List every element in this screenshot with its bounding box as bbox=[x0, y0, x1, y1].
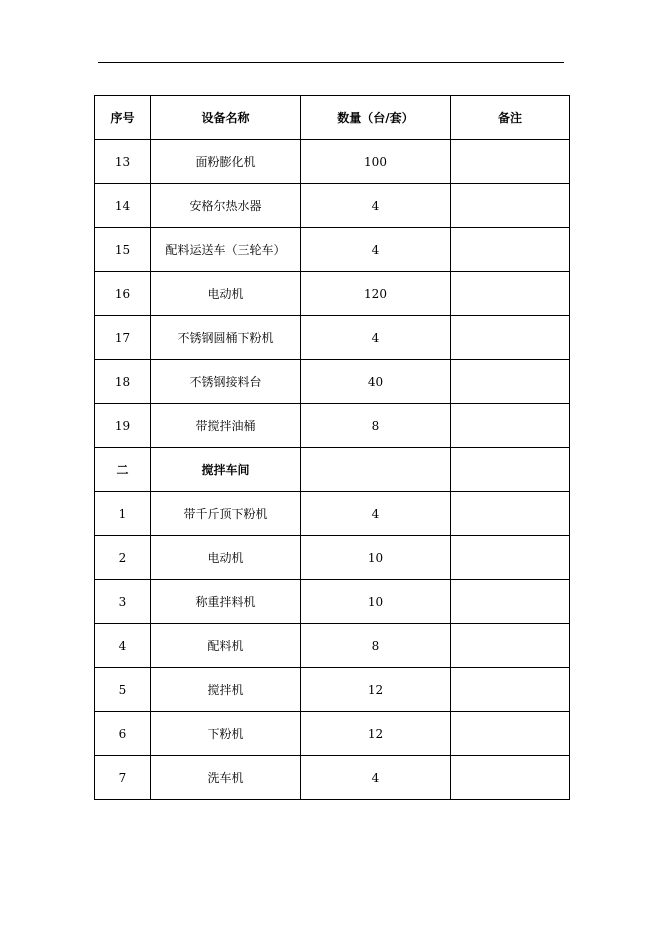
cell-name: 电动机 bbox=[151, 536, 301, 580]
cell-name: 搅拌车间 bbox=[151, 448, 301, 492]
table-row bbox=[95, 492, 570, 536]
cell-name: 下粉机 bbox=[151, 712, 301, 756]
cell-name: 配料运送车（三轮车） bbox=[151, 228, 301, 272]
cell-no: 14 bbox=[95, 184, 151, 228]
cell-qty: 100 bbox=[301, 140, 451, 184]
cell-note bbox=[451, 184, 570, 228]
header-note: 备注 bbox=[451, 96, 570, 140]
cell-no: 3 bbox=[95, 580, 151, 624]
cell-no: 7 bbox=[95, 756, 151, 800]
cell-name: 带搅拌油桶 bbox=[151, 404, 301, 448]
cell-name: 安格尔热水器 bbox=[151, 184, 301, 228]
cell-no: 二 bbox=[95, 448, 151, 492]
cell-name: 配料机 bbox=[151, 624, 301, 668]
cell-no: 2 bbox=[95, 536, 151, 580]
cell-name: 称重拌料机 bbox=[151, 580, 301, 624]
table-row bbox=[95, 448, 570, 492]
cell-qty: 4 bbox=[301, 184, 451, 228]
cell-qty: 40 bbox=[301, 360, 451, 404]
cell-note bbox=[451, 712, 570, 756]
table-row bbox=[95, 184, 570, 228]
cell-note bbox=[451, 624, 570, 668]
cell-no: 17 bbox=[95, 316, 151, 360]
table-row bbox=[95, 580, 570, 624]
cell-qty bbox=[301, 448, 451, 492]
cell-name: 不锈钢接料台 bbox=[151, 360, 301, 404]
cell-qty: 8 bbox=[301, 404, 451, 448]
cell-qty: 10 bbox=[301, 536, 451, 580]
cell-no: 6 bbox=[95, 712, 151, 756]
cell-no: 1 bbox=[95, 492, 151, 536]
table-row bbox=[95, 228, 570, 272]
table-row bbox=[95, 712, 570, 756]
cell-note bbox=[451, 448, 570, 492]
cell-name: 带千斤顶下粉机 bbox=[151, 492, 301, 536]
table-row bbox=[95, 316, 570, 360]
cell-no: 4 bbox=[95, 624, 151, 668]
cell-qty: 4 bbox=[301, 316, 451, 360]
cell-qty: 10 bbox=[301, 580, 451, 624]
cell-name: 不锈钢圆桶下粉机 bbox=[151, 316, 301, 360]
cell-note bbox=[451, 668, 570, 712]
header-qty: 数量（台/套） bbox=[301, 96, 451, 140]
header-name: 设备名称 bbox=[151, 96, 301, 140]
cell-qty: 8 bbox=[301, 624, 451, 668]
cell-note bbox=[451, 492, 570, 536]
cell-qty: 12 bbox=[301, 712, 451, 756]
table-row bbox=[95, 624, 570, 668]
cell-no: 5 bbox=[95, 668, 151, 712]
table-row bbox=[95, 668, 570, 712]
header-rule bbox=[98, 62, 564, 63]
cell-no: 18 bbox=[95, 360, 151, 404]
cell-name: 面粉膨化机 bbox=[151, 140, 301, 184]
cell-qty: 4 bbox=[301, 756, 451, 800]
cell-no: 15 bbox=[95, 228, 151, 272]
table-row bbox=[95, 360, 570, 404]
cell-name: 搅拌机 bbox=[151, 668, 301, 712]
header-no: 序号 bbox=[95, 96, 151, 140]
table-row bbox=[95, 756, 570, 800]
table-header-row bbox=[95, 96, 570, 140]
cell-note bbox=[451, 536, 570, 580]
cell-note bbox=[451, 140, 570, 184]
equipment-table bbox=[94, 95, 570, 800]
cell-qty: 12 bbox=[301, 668, 451, 712]
cell-no: 19 bbox=[95, 404, 151, 448]
cell-note bbox=[451, 360, 570, 404]
cell-note bbox=[451, 316, 570, 360]
cell-qty: 120 bbox=[301, 272, 451, 316]
cell-note bbox=[451, 756, 570, 800]
cell-name: 电动机 bbox=[151, 272, 301, 316]
table-row bbox=[95, 536, 570, 580]
cell-note bbox=[451, 228, 570, 272]
cell-no: 13 bbox=[95, 140, 151, 184]
cell-no: 16 bbox=[95, 272, 151, 316]
cell-note bbox=[451, 404, 570, 448]
cell-qty: 4 bbox=[301, 228, 451, 272]
table-row bbox=[95, 404, 570, 448]
table-row bbox=[95, 272, 570, 316]
cell-qty: 4 bbox=[301, 492, 451, 536]
cell-name: 洗车机 bbox=[151, 756, 301, 800]
table-row bbox=[95, 140, 570, 184]
cell-note bbox=[451, 272, 570, 316]
cell-note bbox=[451, 580, 570, 624]
